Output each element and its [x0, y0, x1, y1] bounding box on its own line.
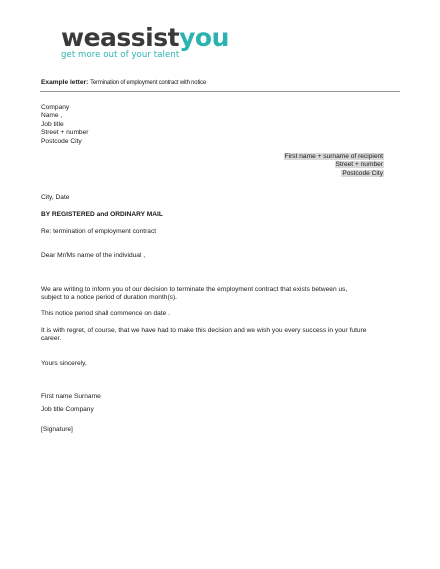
paragraph-line: career. — [41, 335, 62, 343]
recipient-address — [284, 153, 384, 178]
example-heading — [41, 79, 206, 87]
paragraph-line: We are writing to inform you of our decision to terminate the employment contract that exists between us, — [41, 286, 348, 293]
paragraph-decision — [41, 286, 347, 303]
logo-tagline: get more out of your talent — [61, 50, 180, 60]
recipient-city: Postcode City — [342, 169, 383, 177]
recipient-street: Street + number — [335, 161, 383, 169]
sender-line: Job title — [41, 120, 64, 128]
signer-title: Job title Company — [41, 406, 94, 413]
sender-address — [41, 104, 88, 146]
paragraph-line: It is with regret, of course, that we have had to make this decision and we wish you every success in your future — [41, 327, 367, 334]
example-label: Example letter: — [41, 79, 89, 86]
paragraph-notice-period: This notice period shall commence on date . — [41, 310, 171, 317]
logo-wordmark — [61, 24, 229, 52]
logo-word-accent: you — [179, 23, 229, 52]
closing: Yours sincerely, — [41, 360, 87, 367]
logo-word-dark: weassist — [61, 23, 180, 52]
header-divider — [40, 91, 400, 92]
signer-name: First name Surname — [41, 393, 101, 400]
sender-line: Name , — [41, 112, 63, 120]
company-logo — [61, 24, 229, 60]
city-date: City, Date — [41, 194, 70, 201]
sender-line: Company — [41, 104, 70, 111]
paragraph-regret — [41, 327, 366, 344]
letter-subject: Termination of employment contract with notice — [90, 80, 206, 86]
regarding-line: Re: termination of employment contract — [41, 228, 157, 235]
sender-line: Street + number — [41, 129, 89, 137]
signature-placeholder: [Signature] — [41, 426, 73, 433]
recipient-name: First name + surname of recipient — [284, 153, 383, 160]
salutation: Dear Mr/Ms name of the individual , — [41, 252, 146, 259]
paragraph-line: subject to a notice period of duration month(s). — [41, 294, 177, 302]
delivery-method: BY REGISTERED and ORDINARY MAIL — [41, 211, 163, 218]
sender-line: Postcode City — [41, 137, 82, 145]
